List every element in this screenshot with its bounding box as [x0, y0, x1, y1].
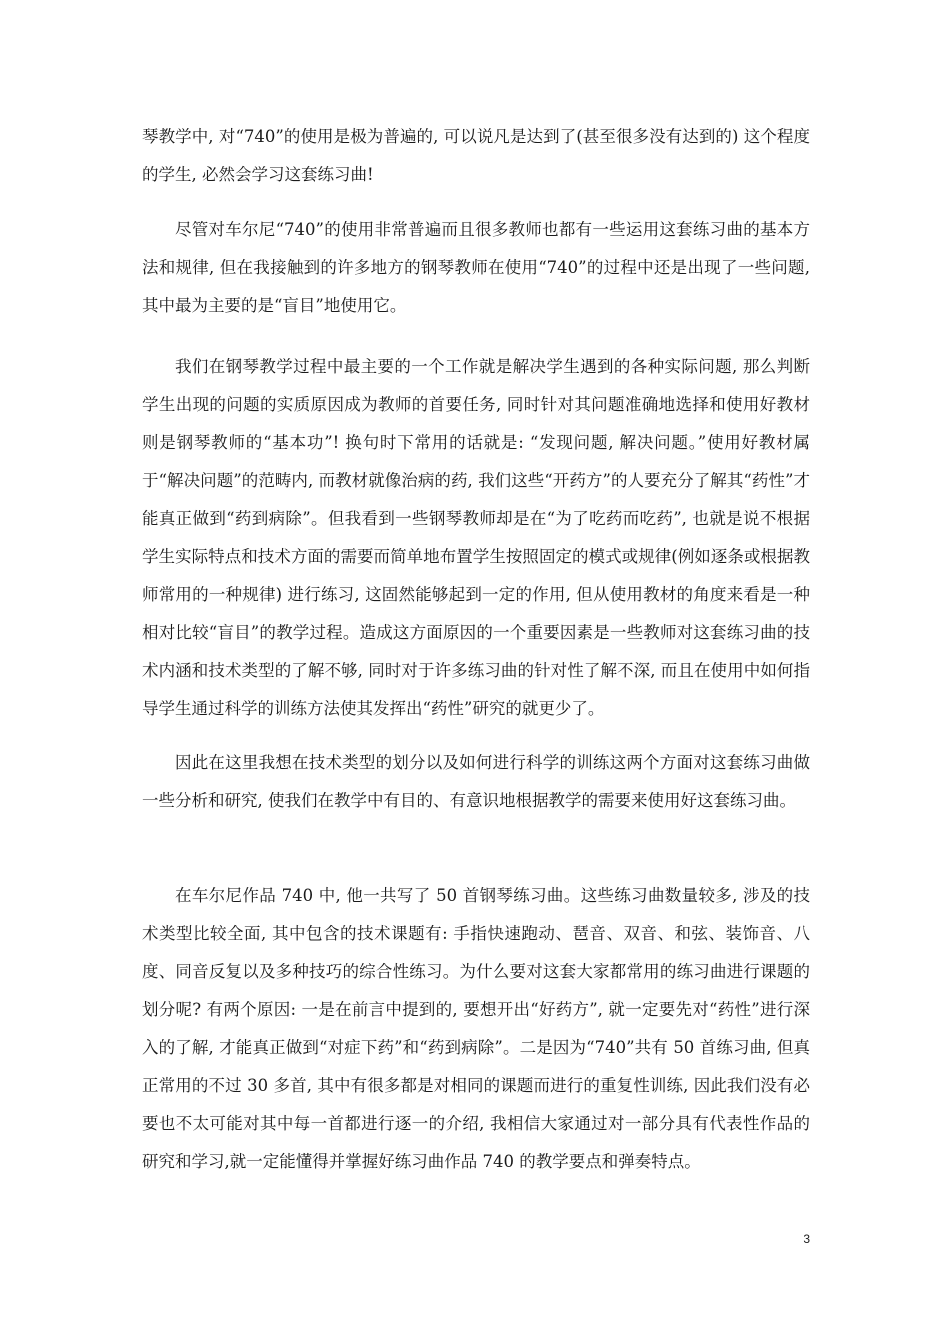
paragraph-teaching-problems: 我们在钢琴教学过程中最主要的一个工作就是解决学生遇到的各种实际问题, 那么判断学生出现的问题的实质原因成为教师的首要任务, 同时针对其问题准确地选择和使用好教材则是钢琴教师的“基本功”! 换句时下常用的话就是: “发现问题, 解决问题。”使用好教材属于“解决问题”的范畴内, 而教材就像治病的药, 我们这些“开药方”的人要充分了解其“药性”才能真正做到“药到病除”。但我看到一些钢琴教师却是在“为了吃药而吃药”, 也就是说不根据学生实际特点和技术方面的需要而简单地布置学生按照固定的模式或规律(例如逐条或根据教师常用的一种规律) 进行练习, 这固然能够起到一定的作用, 但从使用教材的角度来看是一种相对比较“盲目”的教学过程。造成这方面原因的一个重要因素是一些教师对这套练习曲的技术内涵和技术类型的了解不够, 同时对于许多练习曲的针对性了解不深, 而且在使用中如何指导学生通过科学的训练方法使其发挥出“药性”研究的就更少了。: [142, 357, 810, 718]
paragraph-purpose: 因此在这里我想在技术类型的划分以及如何进行科学的训练这两个方面对这套练习曲做一些分析和研究, 使我们在教学中有目的、有意识地根据教学的需要来使用好这套练习曲。: [142, 753, 810, 810]
paragraph-continuation: 琴教学中, 对“740”的使用是极为普遍的, 可以说凡是达到了(甚至很多没有达到的) 这个程度的学生, 必然会学习这套练习曲!: [142, 127, 810, 184]
paragraph-blind-use: 尽管对车尔尼“740”的使用非常普遍而且很多教师也都有一些运用这套练习曲的基本方法和规律, 但在我接触到的许多地方的钢琴教师在使用“740”的过程中还是出现了一些问题,其中最为主要的是“盲目”地使用它。: [142, 220, 810, 315]
page-number: 3: [803, 1232, 810, 1246]
paragraph-op740-overview: 在车尔尼作品 740 中, 他一共写了 50 首钢琴练习曲。这些练习曲数量较多, 涉及的技术类型比较全面, 其中包含的技术课题有: 手指快速跑动、琶音、双音、和弦、装饰音、八度、同音反复以及多种技巧的综合性练习。为什么要对这套大家都常用的练习曲进行课题的划分呢? 有两个原因: 一是在前言中提到的, 要想开出“好药方”, 就一定要先对“药性”进行深入的了解, 才能真正做到“对症下药”和“药到病除”。二是因为“740”共有 50 首练习曲, 但真正常用的不过 30 多首, 其中有很多都是对相同的课题而进行的重复性训练, 因此我们没有必要也不太可能对其中每一首都进行逐一的介绍, 我相信大家通过对一部分具有代表性作品的研究和学习,就一定能懂得并掌握好练习曲作品 740 的教学要点和弹奏特点。: [142, 886, 810, 1171]
